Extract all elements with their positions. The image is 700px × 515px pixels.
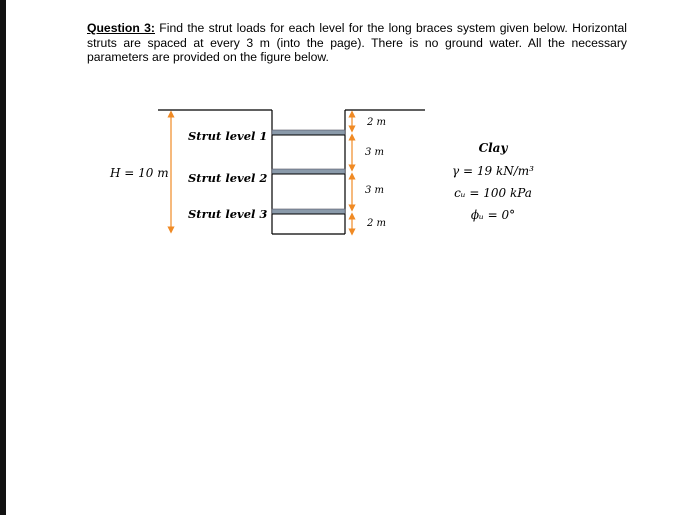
question-body: Find the strut loads for each level for the long braces system given below. Horizontal struts are spaced at every 3 m (into the page). There is no ground water. All the necessary parameters are provided on the figure below. [87, 21, 627, 65]
strut-1 [272, 130, 345, 135]
question-label: Question 3: [87, 21, 155, 35]
strut-3 [272, 209, 345, 214]
soil-title: Clay [478, 141, 508, 155]
soil-gamma: γ = 19 kN/m³ [452, 164, 534, 178]
soil-cu: cᵤ = 100 kPa [454, 186, 532, 200]
strut-label-1: Strut level 1 [188, 129, 268, 143]
spacing-label-4: 2 m [367, 218, 387, 229]
strut-label-2: Strut level 2 [188, 171, 268, 185]
strut-2 [272, 169, 345, 174]
strut-label-3: Strut level 3 [188, 207, 268, 221]
height-label: H = 10 m [110, 166, 169, 180]
soil-phi: ϕᵤ = 0° [470, 208, 516, 222]
spacing-label-2: 3 m [365, 147, 385, 158]
spacing-label-1: 2 m [367, 117, 387, 128]
spacing-label-3: 3 m [365, 185, 385, 196]
